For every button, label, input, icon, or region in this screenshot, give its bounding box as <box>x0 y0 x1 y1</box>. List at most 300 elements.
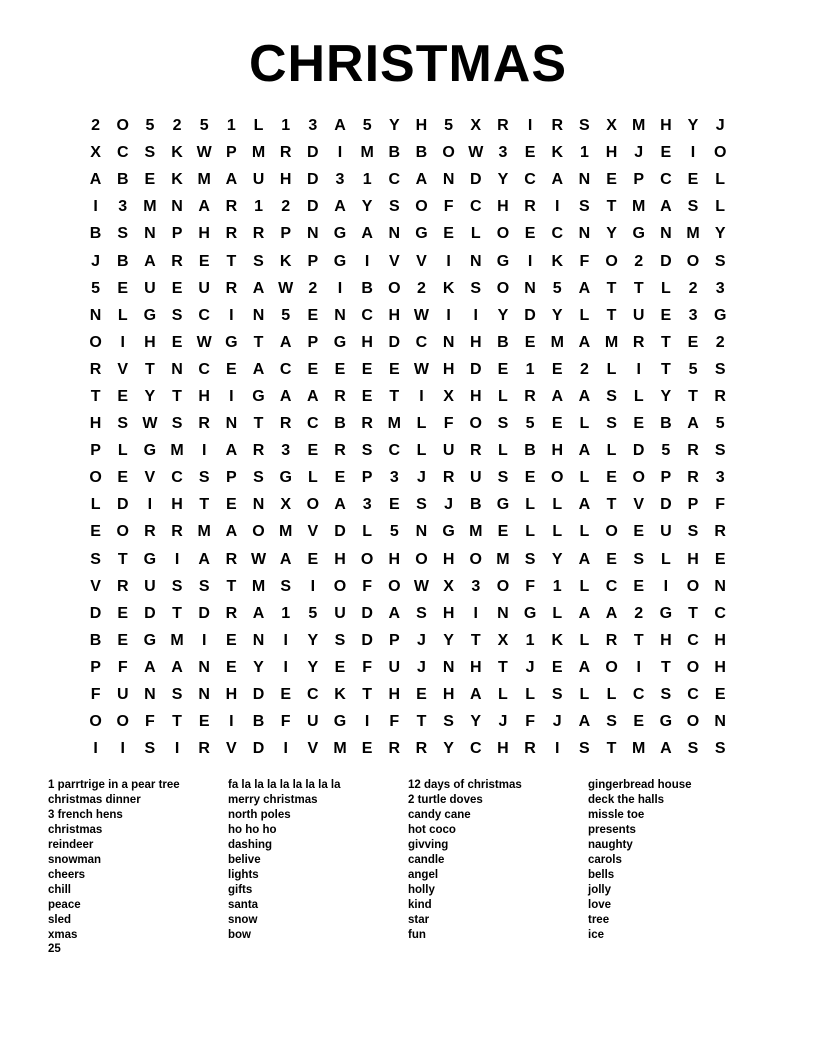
grid-letter[interactable]: R <box>225 279 238 297</box>
grid-letter[interactable]: R <box>714 387 726 405</box>
grid-letter[interactable]: S <box>253 469 264 487</box>
grid-letter[interactable]: A <box>89 171 102 189</box>
grid-letter[interactable]: V <box>90 577 101 595</box>
grid-letter[interactable]: H <box>388 686 401 704</box>
grid-letter[interactable]: S <box>551 686 563 704</box>
grid-letter[interactable]: I <box>555 740 560 758</box>
grid-letter[interactable]: E <box>361 360 373 378</box>
grid-letter[interactable]: T <box>253 333 264 351</box>
grid-letter[interactable]: P <box>90 442 101 460</box>
grid-letter[interactable]: E <box>687 333 699 351</box>
grid-letter[interactable]: A <box>660 740 672 758</box>
grid-letter[interactable]: M <box>686 225 700 243</box>
grid-letter[interactable]: E <box>606 550 617 568</box>
grid-letter[interactable]: P <box>90 658 101 676</box>
grid-letter[interactable]: G <box>659 604 673 622</box>
grid-letter[interactable]: L <box>579 686 590 704</box>
grid-letter[interactable]: X <box>443 577 454 595</box>
grid-letter[interactable]: M <box>251 577 266 595</box>
grid-letter[interactable]: Y <box>551 306 563 324</box>
grid-letter[interactable]: T <box>226 252 237 270</box>
grid-letter[interactable]: 5 <box>281 306 291 324</box>
grid-letter[interactable]: 3 <box>389 469 399 487</box>
grid-letter[interactable]: E <box>198 713 210 731</box>
grid-letter[interactable]: 1 <box>254 198 263 216</box>
grid-letter[interactable]: E <box>551 360 563 378</box>
grid-letter[interactable]: I <box>283 740 288 758</box>
grid-letter[interactable]: Y <box>307 631 319 649</box>
grid-letter[interactable]: A <box>578 658 591 676</box>
grid-letter[interactable]: O <box>333 577 347 595</box>
grid-letter[interactable]: S <box>171 577 183 595</box>
grid-letter[interactable]: H <box>660 117 672 135</box>
grid-letter[interactable]: U <box>388 658 401 676</box>
grid-letter[interactable]: Y <box>497 171 509 189</box>
grid-letter[interactable]: 1 <box>525 360 535 378</box>
grid-letter[interactable]: N <box>578 225 591 243</box>
grid-letter[interactable]: T <box>606 740 617 758</box>
grid-letter[interactable]: C <box>415 333 428 351</box>
grid-letter[interactable]: A <box>144 658 156 676</box>
grid-letter[interactable]: E <box>714 686 726 704</box>
grid-letter[interactable]: D <box>307 144 319 162</box>
grid-letter[interactable]: R <box>714 523 726 541</box>
grid-letter[interactable]: 2 <box>308 279 318 297</box>
grid-letter[interactable]: W <box>142 415 158 433</box>
grid-letter[interactable]: M <box>143 198 157 216</box>
grid-letter[interactable]: A <box>198 550 210 568</box>
grid-letter[interactable]: 1 <box>579 144 589 162</box>
grid-letter[interactable]: C <box>551 225 564 243</box>
grid-letter[interactable]: J <box>417 631 426 649</box>
grid-letter[interactable]: S <box>144 144 156 162</box>
grid-letter[interactable]: J <box>91 252 101 270</box>
grid-letter[interactable]: S <box>198 577 210 595</box>
grid-letter[interactable]: S <box>334 631 346 649</box>
grid-letter[interactable]: S <box>144 740 156 758</box>
grid-letter[interactable]: G <box>143 631 157 649</box>
grid-letter[interactable]: G <box>143 442 157 460</box>
grid-letter[interactable]: S <box>253 252 264 270</box>
grid-letter[interactable]: A <box>660 198 672 216</box>
grid-letter[interactable]: C <box>171 469 183 487</box>
grid-letter[interactable]: F <box>443 198 454 216</box>
grid-letter[interactable]: E <box>90 523 101 541</box>
grid-letter[interactable]: U <box>442 442 455 460</box>
grid-letter[interactable]: G <box>496 252 510 270</box>
grid-letter[interactable]: L <box>715 198 726 216</box>
grid-letter[interactable]: F <box>389 713 400 731</box>
grid-letter[interactable]: N <box>578 171 591 189</box>
grid-letter[interactable]: N <box>252 306 265 324</box>
grid-letter[interactable]: E <box>443 225 454 243</box>
grid-letter[interactable]: B <box>334 415 346 433</box>
grid-letter[interactable]: L <box>633 387 644 405</box>
grid-letter[interactable]: I <box>337 144 343 162</box>
grid-letter[interactable]: R <box>469 442 482 460</box>
grid-letter[interactable]: E <box>606 469 617 487</box>
grid-letter[interactable]: S <box>660 686 672 704</box>
grid-letter[interactable]: R <box>361 415 373 433</box>
grid-letter[interactable]: W <box>413 360 429 378</box>
grid-letter[interactable]: U <box>307 713 319 731</box>
grid-letter[interactable]: L <box>552 496 563 514</box>
grid-letter[interactable]: B <box>415 144 428 162</box>
grid-letter[interactable]: 1 <box>525 631 535 649</box>
grid-letter[interactable]: R <box>198 415 210 433</box>
grid-letter[interactable]: G <box>279 469 292 487</box>
grid-letter[interactable]: H <box>89 415 102 433</box>
grid-letter[interactable]: B <box>361 279 373 297</box>
grid-letter[interactable]: L <box>498 686 508 704</box>
grid-letter[interactable]: G <box>415 225 428 243</box>
grid-letter[interactable]: P <box>388 631 400 649</box>
grid-letter[interactable]: G <box>713 306 727 324</box>
grid-letter[interactable]: A <box>469 686 482 704</box>
grid-letter[interactable]: G <box>333 333 347 351</box>
grid-letter[interactable]: K <box>551 252 564 270</box>
grid-letter[interactable]: 1 <box>281 604 291 622</box>
grid-letter[interactable]: P <box>361 469 373 487</box>
grid-letter[interactable]: M <box>279 523 293 541</box>
grid-letter[interactable]: H <box>660 631 672 649</box>
grid-letter[interactable]: B <box>116 171 129 189</box>
grid-letter[interactable]: O <box>415 198 428 216</box>
grid-letter[interactable]: M <box>387 415 401 433</box>
grid-letter[interactable]: N <box>252 631 265 649</box>
grid-letter[interactable]: O <box>605 252 618 270</box>
grid-letter[interactable]: R <box>252 442 265 460</box>
grid-letter[interactable]: I <box>201 442 207 460</box>
grid-letter[interactable]: A <box>578 387 591 405</box>
grid-letter[interactable]: N <box>307 225 319 243</box>
grid-letter[interactable]: S <box>606 387 617 405</box>
grid-letter[interactable]: 5 <box>91 279 101 297</box>
grid-letter[interactable]: V <box>144 469 156 487</box>
grid-letter[interactable]: M <box>604 333 619 351</box>
grid-letter[interactable]: R <box>279 415 292 433</box>
grid-letter[interactable]: A <box>198 198 210 216</box>
grid-letter[interactable]: J <box>634 144 644 162</box>
grid-letter[interactable]: A <box>252 360 265 378</box>
grid-letter[interactable]: O <box>496 225 510 243</box>
grid-letter[interactable]: S <box>171 415 183 433</box>
grid-letter[interactable]: M <box>360 144 374 162</box>
grid-letter[interactable]: D <box>660 496 672 514</box>
grid-letter[interactable]: E <box>226 658 237 676</box>
grid-letter[interactable]: S <box>524 550 536 568</box>
grid-letter[interactable]: O <box>306 496 320 514</box>
grid-letter[interactable]: S <box>606 713 617 731</box>
grid-letter[interactable]: C <box>524 171 536 189</box>
grid-letter[interactable]: T <box>389 387 400 405</box>
grid-letter[interactable]: T <box>90 387 101 405</box>
grid-letter[interactable]: P <box>171 225 183 243</box>
grid-letter[interactable]: 5 <box>688 360 698 378</box>
grid-letter[interactable]: I <box>636 360 641 378</box>
grid-letter[interactable]: 5 <box>661 442 671 460</box>
grid-letter[interactable]: M <box>632 117 646 135</box>
grid-letter[interactable]: E <box>660 306 672 324</box>
grid-letter[interactable]: W <box>196 333 212 351</box>
grid-letter[interactable]: E <box>117 604 129 622</box>
grid-letter[interactable]: L <box>525 496 535 514</box>
grid-letter[interactable]: R <box>605 631 618 649</box>
grid-letter[interactable]: G <box>143 550 157 568</box>
grid-letter[interactable]: M <box>496 550 510 568</box>
grid-letter[interactable]: S <box>416 496 427 514</box>
grid-letter[interactable]: E <box>117 387 129 405</box>
grid-letter[interactable]: E <box>633 415 645 433</box>
grid-letter[interactable]: L <box>606 686 617 704</box>
grid-letter[interactable]: S <box>579 198 590 216</box>
grid-letter[interactable]: S <box>714 360 726 378</box>
grid-letter[interactable]: O <box>388 279 401 297</box>
grid-letter[interactable]: N <box>334 306 346 324</box>
grid-letter[interactable]: H <box>605 144 618 162</box>
grid-letter[interactable]: R <box>334 387 346 405</box>
grid-letter[interactable]: Y <box>497 306 509 324</box>
grid-letter[interactable]: I <box>446 306 451 324</box>
grid-letter[interactable]: A <box>605 604 618 622</box>
grid-letter[interactable]: S <box>416 604 427 622</box>
grid-letter[interactable]: E <box>171 279 183 297</box>
grid-letter[interactable]: C <box>361 306 373 324</box>
grid-letter[interactable]: D <box>632 442 645 460</box>
grid-letter[interactable]: H <box>198 387 210 405</box>
grid-letter[interactable]: N <box>524 279 536 297</box>
grid-letter[interactable]: A <box>415 171 428 189</box>
grid-letter[interactable]: R <box>116 577 129 595</box>
grid-letter[interactable]: A <box>578 442 591 460</box>
grid-letter[interactable]: G <box>143 306 157 324</box>
grid-letter[interactable]: H <box>442 550 455 568</box>
grid-letter[interactable]: 3 <box>118 198 128 216</box>
grid-letter[interactable]: H <box>442 686 455 704</box>
grid-letter[interactable]: I <box>120 333 125 351</box>
grid-letter[interactable]: I <box>93 740 98 758</box>
grid-letter[interactable]: 3 <box>715 279 725 297</box>
grid-letter[interactable]: N <box>415 523 428 541</box>
grid-letter[interactable]: O <box>469 415 482 433</box>
grid-letter[interactable]: A <box>551 387 564 405</box>
grid-letter[interactable]: I <box>419 387 424 405</box>
grid-letter[interactable]: Y <box>307 658 319 676</box>
grid-letter[interactable]: R <box>687 469 699 487</box>
grid-letter[interactable]: D <box>198 604 210 622</box>
grid-letter[interactable]: 3 <box>308 117 318 135</box>
grid-letter[interactable]: I <box>93 198 98 216</box>
grid-letter[interactable]: R <box>388 740 401 758</box>
grid-letter[interactable]: A <box>225 171 238 189</box>
grid-letter[interactable]: M <box>170 631 184 649</box>
grid-letter[interactable]: S <box>90 550 101 568</box>
grid-letter[interactable]: O <box>469 550 482 568</box>
grid-letter[interactable]: L <box>416 415 427 433</box>
grid-letter[interactable]: R <box>497 117 509 135</box>
grid-letter[interactable]: W <box>468 144 484 162</box>
grid-letter[interactable]: N <box>225 415 238 433</box>
grid-letter[interactable]: S <box>714 740 726 758</box>
grid-letter[interactable]: B <box>660 415 672 433</box>
grid-letter[interactable]: P <box>280 225 291 243</box>
grid-letter[interactable]: C <box>307 415 319 433</box>
grid-letter[interactable]: O <box>713 144 727 162</box>
grid-letter[interactable]: K <box>171 171 183 189</box>
grid-letter[interactable]: I <box>690 144 696 162</box>
grid-letter[interactable]: N <box>442 658 455 676</box>
grid-letter[interactable]: Y <box>551 550 563 568</box>
grid-letter[interactable]: R <box>632 333 645 351</box>
grid-letter[interactable]: T <box>226 577 237 595</box>
grid-letter[interactable]: A <box>578 713 591 731</box>
grid-letter[interactable]: O <box>551 469 564 487</box>
grid-letter[interactable]: Y <box>660 387 672 405</box>
grid-letter[interactable]: V <box>388 252 400 270</box>
grid-letter[interactable]: 5 <box>145 117 155 135</box>
grid-letter[interactable]: S <box>579 740 590 758</box>
grid-letter[interactable]: X <box>606 117 617 135</box>
grid-letter[interactable]: 2 <box>634 604 644 622</box>
grid-letter[interactable]: U <box>632 306 645 324</box>
grid-letter[interactable]: N <box>469 252 482 270</box>
grid-letter[interactable]: K <box>442 279 455 297</box>
grid-letter[interactable]: 5 <box>444 117 454 135</box>
grid-letter[interactable]: R <box>279 144 292 162</box>
grid-letter[interactable]: U <box>198 279 210 297</box>
grid-letter[interactable]: H <box>469 387 482 405</box>
grid-letter[interactable]: N <box>198 686 210 704</box>
grid-letter[interactable]: 2 <box>715 333 725 351</box>
grid-letter[interactable]: J <box>444 496 454 514</box>
grid-letter[interactable]: L <box>660 550 671 568</box>
grid-letter[interactable]: X <box>497 631 509 649</box>
grid-letter[interactable]: I <box>229 387 234 405</box>
grid-letter[interactable]: A <box>578 279 591 297</box>
grid-letter[interactable]: E <box>361 740 373 758</box>
grid-letter[interactable]: T <box>633 631 644 649</box>
grid-letter[interactable]: C <box>279 360 292 378</box>
grid-letter[interactable]: I <box>636 658 641 676</box>
grid-letter[interactable]: A <box>279 550 292 568</box>
grid-letter[interactable]: N <box>171 360 183 378</box>
grid-letter[interactable]: E <box>307 306 319 324</box>
grid-letter[interactable]: E <box>280 686 291 704</box>
grid-letter[interactable]: C <box>469 740 482 758</box>
grid-letter[interactable]: Y <box>714 225 726 243</box>
grid-letter[interactable]: D <box>388 333 401 351</box>
grid-letter[interactable]: I <box>555 198 560 216</box>
grid-letter[interactable]: A <box>144 252 156 270</box>
grid-letter[interactable]: 5 <box>715 415 725 433</box>
grid-letter[interactable]: M <box>197 523 211 541</box>
grid-letter[interactable]: 3 <box>362 496 372 514</box>
grid-letter[interactable]: L <box>498 442 508 460</box>
grid-letter[interactable]: U <box>144 279 156 297</box>
grid-letter[interactable]: E <box>606 171 617 189</box>
grid-letter[interactable]: C <box>388 171 401 189</box>
grid-letter[interactable]: 5 <box>389 523 399 541</box>
grid-letter[interactable]: D <box>307 171 319 189</box>
grid-letter[interactable]: H <box>442 360 455 378</box>
grid-letter[interactable]: S <box>388 198 400 216</box>
grid-letter[interactable]: 5 <box>552 279 562 297</box>
grid-letter[interactable]: S <box>633 550 645 568</box>
grid-letter[interactable]: H <box>442 604 455 622</box>
grid-letter[interactable]: K <box>279 252 292 270</box>
grid-letter[interactable]: E <box>497 523 509 541</box>
grid-letter[interactable]: E <box>144 171 156 189</box>
grid-letter[interactable]: T <box>688 604 698 622</box>
grid-letter[interactable]: C <box>307 686 319 704</box>
grid-letter[interactable]: R <box>171 523 183 541</box>
grid-letter[interactable]: O <box>686 658 700 676</box>
grid-letter[interactable]: B <box>89 631 102 649</box>
grid-letter[interactable]: R <box>687 442 699 460</box>
grid-letter[interactable]: H <box>388 550 401 568</box>
grid-letter[interactable]: F <box>715 496 726 514</box>
grid-letter[interactable]: L <box>362 523 373 541</box>
grid-letter[interactable]: D <box>361 604 373 622</box>
grid-letter[interactable]: F <box>443 415 454 433</box>
grid-letter[interactable]: G <box>333 252 347 270</box>
grid-letter[interactable]: A <box>578 496 591 514</box>
grid-letter[interactable]: Y <box>144 387 156 405</box>
grid-letter[interactable]: O <box>686 252 700 270</box>
grid-letter[interactable]: A <box>171 658 183 676</box>
grid-letter[interactable]: H <box>714 631 726 649</box>
grid-letter[interactable]: S <box>117 225 129 243</box>
grid-letter[interactable]: 2 <box>634 252 644 270</box>
grid-letter[interactable]: P <box>307 333 319 351</box>
grid-letter[interactable]: A <box>334 117 346 135</box>
grid-letter[interactable]: D <box>469 360 482 378</box>
grid-letter[interactable]: L <box>579 306 590 324</box>
grid-letter[interactable]: H <box>469 658 482 676</box>
grid-letter[interactable]: T <box>172 604 182 622</box>
grid-letter[interactable]: S <box>714 252 726 270</box>
grid-letter[interactable]: V <box>226 740 237 758</box>
grid-letter[interactable]: C <box>632 686 645 704</box>
grid-letter[interactable]: E <box>687 171 699 189</box>
grid-letter[interactable]: I <box>283 631 288 649</box>
grid-letter[interactable]: G <box>632 225 645 243</box>
grid-letter[interactable]: E <box>334 658 346 676</box>
grid-letter[interactable]: H <box>497 198 509 216</box>
grid-letter[interactable]: T <box>660 658 671 676</box>
grid-letter[interactable]: E <box>226 360 237 378</box>
grid-letter[interactable]: C <box>469 198 482 216</box>
grid-letter[interactable]: O <box>89 469 102 487</box>
grid-letter[interactable]: R <box>415 740 428 758</box>
grid-letter[interactable]: C <box>605 577 618 595</box>
grid-letter[interactable]: N <box>144 225 156 243</box>
grid-letter[interactable]: 5 <box>525 415 535 433</box>
grid-letter[interactable]: H <box>551 442 564 460</box>
grid-letter[interactable]: C <box>687 631 699 649</box>
grid-letter[interactable]: E <box>497 360 509 378</box>
grid-letter[interactable]: N <box>714 713 726 731</box>
grid-letter[interactable]: T <box>498 658 508 676</box>
grid-letter[interactable]: T <box>660 360 671 378</box>
grid-letter[interactable]: R <box>524 198 536 216</box>
grid-letter[interactable]: D <box>660 252 672 270</box>
grid-letter[interactable]: T <box>688 387 698 405</box>
grid-letter[interactable]: H <box>469 333 482 351</box>
grid-letter[interactable]: I <box>663 577 669 595</box>
grid-letter[interactable]: E <box>307 442 319 460</box>
grid-letter[interactable]: T <box>660 333 671 351</box>
